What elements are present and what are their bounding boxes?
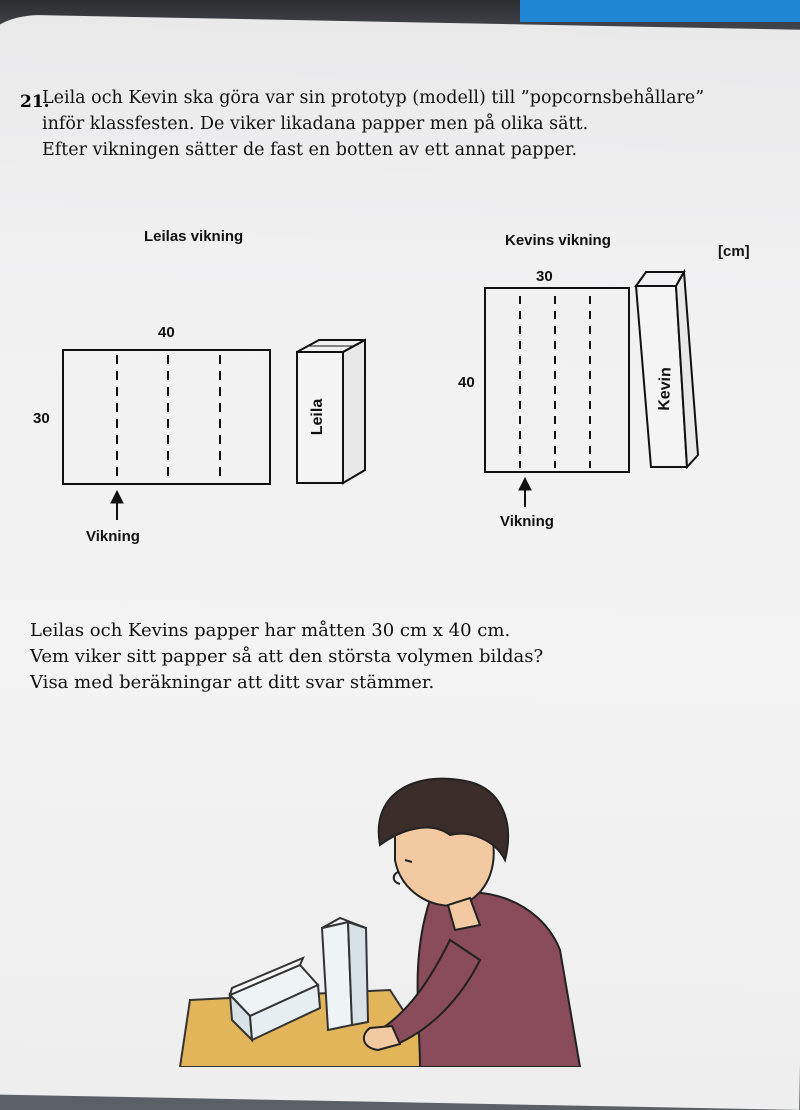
leila-width-label: 40 [158,324,175,341]
problem-line-2: inför klassfesten. De viker likadana papper men på olika sätt. [42,114,589,134]
kevin-box-label: Kevin [656,366,675,412]
kevin-width-label: 30 [536,268,553,285]
question-line-3: Visa med beräkningar att ditt svar stämmer. [30,672,435,693]
unit-label: [cm] [718,243,750,260]
kevin-fold-label: Vikning [500,513,554,530]
question-line-2: Vem viker sitt papper så att den största volymen bildas? [30,646,544,667]
leila-height-label: 30 [33,410,50,427]
question-line-1: Leilas och Kevins papper har måtten 30 cm x 40 cm. [30,620,511,641]
kevin-caption: Kevins vikning [505,232,611,249]
leila-caption: Leilas vikning [144,228,244,245]
standing-box [322,918,368,1030]
problem-line-1: Leila och Kevin ska göra var sin prototyp (modell) till ”popcornsbehållare” [42,88,705,108]
kevin-height-label: 40 [458,374,475,391]
problem-line-3: Efter vikningen sätter de fast en botten av ett annat papper. [42,140,578,160]
problem-number: 21. [20,92,50,112]
leila-box-label: Leila [309,398,327,436]
student-figure [364,779,580,1067]
leila-fold-label: Vikning [86,528,140,545]
